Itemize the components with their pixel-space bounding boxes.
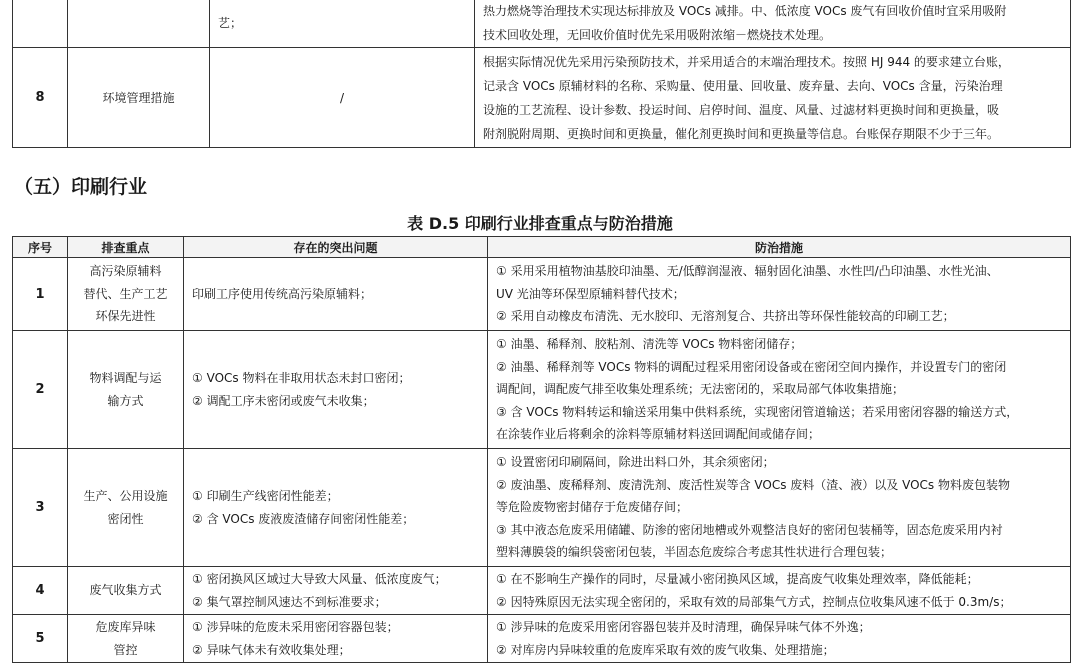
table-row [13,567,1071,615]
measure-line: 技术回收处理，无回收价值时优先采用吸附浓缩－燃烧技术处理。 [483,28,832,42]
measure-line: 根据实际情况优先采用污染预防技术，并采用适合的末端治理技术。按照 HJ 944 的要求建立台账， [483,54,1010,69]
row-number-cell: 2 [13,331,68,449]
measure-cell: ① 油墨、稀释剂、胶粘剂、清洗等 VOCs 物料密闭储存； ② 油墨、稀释剂等 VOCs 物料的调配过程采用密闭设备或在密闭空间内操作，并设置专门的密闭 调配间，调配废气排至收集处理系统；无法密闭的，采取局部气体收集措施； ③ 含 VOCs 物料转运和输送采用集中供料系统，实现密闭管道输送；若采用密闭容器的输送方式， 在涂装作业后将剩余的涂料等原辅材料送回调配间或储存间； [488,331,1071,449]
header-measure: 防治措施 [488,237,1071,258]
issue-cell: ① 涉异味的危废未采用密闭容器包装； ② 异味气体未有效收集处理； [184,615,488,663]
measure-line: 附剂脱附周期、更换时间和更换量，催化剂更换时间和更换量等信息。台账保存期限不少于三年。 [483,126,1000,141]
issue-cell: ① 密闭换风区域过大导致大风量、低浓度废气； ② 集气罩控制风速达不到标准要求； [184,567,488,615]
row-number-cell: 1 [13,258,68,331]
measure-cell: ① 在不影响生产操作的同时，尽量减小密闭换风区域，提高废气收集处理效率，降低能耗； ② 因特殊原因无法实现全密闭的，采取有效的局部集气方式，控制点位收集风速不低于 0.3m/s； [488,567,1071,615]
measure-cell: ① 设置密闭印刷隔间，除进出料口外，其余须密闭； ② 废油墨、废稀释剂、废清洗剂、废活性炭等含 VOCs 废料（渣、液）以及 VOCs 物料废包装物 等危险废物密封储存于危废储存间； ③ 其中液态危废采用储罐、防渗的密闭地槽或外观整洁良好的密闭包装桶等，固态危废采用内衬 塑料薄膜袋的编织袋密闭包装，半固态危废综合考虑其性状进行合理包装； [488,449,1071,567]
table-caption: 表 D.5 印刷行业排查重点与防治措施 [407,214,673,233]
issue-cell: ① VOCs 物料在非取用状态未封口密闭； ② 调配工序未密闭或废气未收集； [184,331,488,449]
issue-cell: 艺； [210,0,475,48]
focus-cell [68,0,210,48]
focus-cell: 物料调配与运 输方式 [68,331,184,449]
focus-cell: 环境管理措施 [68,48,210,148]
issue-cell: / [210,48,475,148]
measure-cell: ① 涉异味的危废采用密闭容器包装并及时清理，确保异味气体不外逸； ② 对库房内异味较重的危废库采取有效的废气收集、处理措施； [488,615,1071,663]
measure-cell [475,0,1071,48]
row-number-cell: 3 [13,449,68,567]
focus-cell: 废气收集方式 [68,567,184,615]
table-row [13,449,1071,567]
row-number-cell: 4 [13,567,68,615]
focus-cell: 高污染原辅料 替代、生产工艺 环保先进性 [68,258,184,331]
printing-industry-table [12,236,1071,663]
focus-cell: 危废库异味 管控 [68,615,184,663]
header-no: 序号 [13,237,68,258]
table-row [13,615,1071,663]
row-number-cell: 5 [13,615,68,663]
measure-line: 设施的工艺流程、设计参数、投运时间、启停时间、温度、风量、过滤材料更换时间和更换量，吸 [483,102,1000,117]
row-number-cell [13,0,68,48]
header-row [13,237,1071,258]
measure-line: 热力燃烧等治理技术实现达标排放及 VOCs 减排。中、低浓度 VOCs 废气有回收价值时宜采用吸附 [483,4,1007,18]
table-row [13,258,1071,331]
row-number-cell: 8 [13,48,68,148]
table-row [13,48,1071,148]
measure-cell [475,48,1071,148]
header-focus: 排查重点 [68,237,184,258]
table-row [13,331,1071,449]
header-issue: 存在的突出问题 [184,237,488,258]
section-heading: （五）印刷行业 [14,176,148,198]
measure-cell: ① 采用采用植物油基胶印油墨、无/低醇润湿液、辐射固化油墨、水性凹/凸印油墨、水性光油、 UV 光油等环保型原辅料替代技术； ② 采用自动橡皮布清洗、无水胶印、无溶剂复合、共挤出等环保性能较高的印刷工艺； [488,258,1071,331]
previous-table-continuation [12,0,1071,148]
measure-line: 记录含 VOCs 原辅材料的名称、采购量、使用量、回收量、废弃量、去向、VOCs 含量，污染治理 [483,78,1003,93]
table-row [13,0,1071,48]
focus-cell: 生产、公用设施 密闭性 [68,449,184,567]
issue-cell: ① 印刷生产线密闭性能差； ② 含 VOCs 废液废渣储存间密闭性能差； [184,449,488,567]
issue-cell: 印刷工序使用传统高污染原辅料； [184,258,488,331]
